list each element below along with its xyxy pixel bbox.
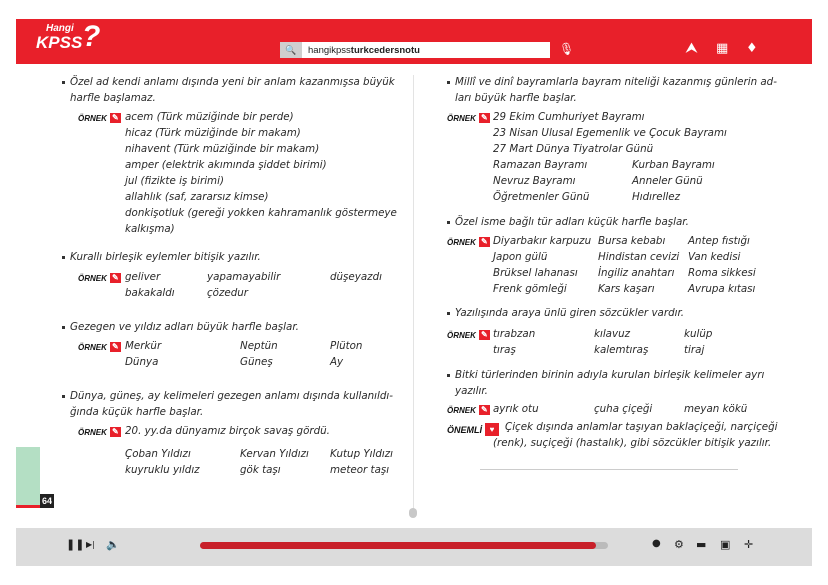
example-col: Bursa kebabı Hindistan cevizi İngiliz anahtarı Kars kaşarı [598, 235, 680, 295]
rule-text: Bitki türlerinden birinin adıyla kurulan birleşik kelimeler ayrı yazılır. [455, 369, 765, 397]
upload-icon[interactable]: ⮝ [686, 41, 698, 56]
example-col: Çoban Yıldızı kuyruklu yıldız [125, 448, 200, 476]
example-item: çuha çiçeği [594, 403, 653, 415]
ornek-label: ÖRNEK ✎ [78, 342, 121, 352]
ornek-label: ÖRNEK ✎ [447, 330, 490, 340]
example-item: ayrık otu [493, 403, 539, 415]
rule-text: Özel ad kendi anlamı dışında yeni bir anlam kazanmışsa büyük harfle başlamaz. [70, 76, 395, 104]
progress-fill [200, 542, 596, 549]
example-col: Kutup Yıldızı meteor taşı [330, 448, 394, 476]
next-icon[interactable]: ▶| [86, 540, 95, 549]
example-list: 29 Ekim Cumhuriyet Bayramı 23 Nisan Ulusal Egemenlik ve Çocuk Bayramı 27 Mart Dünya Tiyatrolar Günü Ramazan Bayramı Nevruz Bayramı Öğretmenler Günü [493, 111, 727, 203]
pencil-icon: ✎ [110, 342, 121, 352]
settings-gear-icon[interactable]: ⚙ [674, 538, 684, 551]
top-bar [16, 19, 812, 64]
example-item: meyan kökü [684, 403, 748, 415]
example-col: Kurban Bayramı Anneler Günü Hıdırellez [632, 159, 715, 203]
rule-text: Millî ve dinî bayramlarla bayram niteliği kazanmış günlerin ad- ları büyük harfle başlar. [455, 76, 777, 104]
ornek-label: ÖRNEK ✎ [447, 237, 490, 247]
notification-bell-icon[interactable]: ♦ [746, 41, 758, 56]
pencil-icon: ✎ [479, 113, 490, 123]
page-number: 64 [41, 496, 52, 506]
column-divider [413, 75, 414, 510]
example-col: Merkür Dünya [125, 340, 162, 368]
rule-text: Yazılışında araya ünlü giren sözcükler vardır. [455, 307, 685, 319]
apps-grid-icon[interactable]: ▦ [716, 41, 729, 56]
ornek-label: ÖRNEK ✎ [78, 273, 121, 283]
onemli-label: ÖNEMLİ ♥ [447, 423, 499, 436]
hangi-kpss-logo[interactable]: Hangi KPSS ? [36, 20, 101, 53]
ornek-label: ÖRNEK ✎ [78, 113, 121, 123]
ornek-label: ÖRNEK ✎ [447, 405, 490, 415]
scroll-handle[interactable] [409, 508, 417, 518]
example-col: yapamayabilir çözedur [207, 271, 281, 299]
section-rule [480, 469, 738, 470]
example-col: geliver bakakaldı [125, 271, 175, 299]
pencil-icon: ✎ [110, 427, 121, 437]
example-col: Diyarbakır karpuzu Japon gülü Brüksel lahanası Frenk gömleği [493, 235, 592, 295]
ornek-label: ÖRNEK ✎ [447, 113, 490, 123]
example-list: acem (Türk müziğinde bir perde) hicaz (Türk müziğinde bir makam) nihavent (Türk müziğinde bir makam) amper (elektrik akımında şiddet birimi) jul (fizikte iş birimi) allahlık (saf, zararsız kimse) donkişotluk (gereği yokken kahramanlık göstermeye kalkışma) [125, 111, 397, 235]
pencil-icon: ✎ [479, 330, 490, 340]
example-col: düşeyazdı [330, 271, 382, 283]
example-col: Neptün Güneş [240, 340, 278, 368]
player-controls [16, 528, 812, 566]
example-col: tırabzan tıraş [493, 328, 536, 356]
example-col: kulüp tiraj [684, 328, 713, 356]
fullscreen-icon[interactable]: ✛ [744, 538, 754, 551]
volume-icon[interactable]: 🔈 [106, 538, 120, 551]
search-input[interactable]: 🔍 hangikpss turkcedersnotu [280, 42, 550, 58]
pause-icon[interactable]: ❚❚ [66, 538, 85, 551]
rule-text: Dünya, güneş, ay kelimeleri gezegen anlamı dışında kullanıldı- ğında küçük harfle başlar. [70, 390, 393, 418]
subtitles-icon[interactable]: ▬ [696, 538, 707, 551]
pencil-icon: ✎ [479, 405, 490, 415]
miniplayer-icon[interactable]: ▣ [720, 538, 731, 551]
ornek-label: ÖRNEK ✎ [78, 427, 121, 437]
note-text: Çiçek dışında anlamlar taşıyan baklaçiçeği, narçiçeği (renk), suçiçeği (hastalık), gibi sözcükler bitişik yazılır. [493, 421, 778, 449]
pencil-icon: ✎ [110, 273, 121, 283]
example-col: kılavuz kalemtıraş [594, 328, 649, 356]
pencil-icon: ✎ [110, 113, 121, 123]
example-col: Plüton Ay [330, 340, 363, 368]
example-sentence: 20. yy.da dünyamız birçok savaş gördü. [125, 425, 330, 437]
rule-text: Kurallı birleşik eylemler bitişik yazılır. [70, 251, 261, 263]
rule-text: Özel isme bağlı tür adları küçük harfle başlar. [455, 216, 689, 228]
microphone-icon[interactable]: 🎙 [559, 42, 575, 56]
page-tab [16, 447, 40, 505]
page-tab-accent [16, 505, 40, 508]
example-col: Antep fıstığı Van kedisi Roma sikkesi Avrupa kıtası [688, 235, 756, 295]
progress-bar[interactable] [200, 542, 608, 549]
heart-icon: ♥ [485, 423, 499, 436]
example-col: Kervan Yıldızı gök taşı [240, 448, 309, 476]
search-icon[interactable]: 🔍 [280, 42, 302, 58]
autoplay-toggle-icon[interactable]: ● [652, 538, 661, 549]
pencil-icon: ✎ [479, 237, 490, 247]
rule-text: Gezegen ve yıldız adları büyük harfle başlar. [70, 321, 299, 333]
